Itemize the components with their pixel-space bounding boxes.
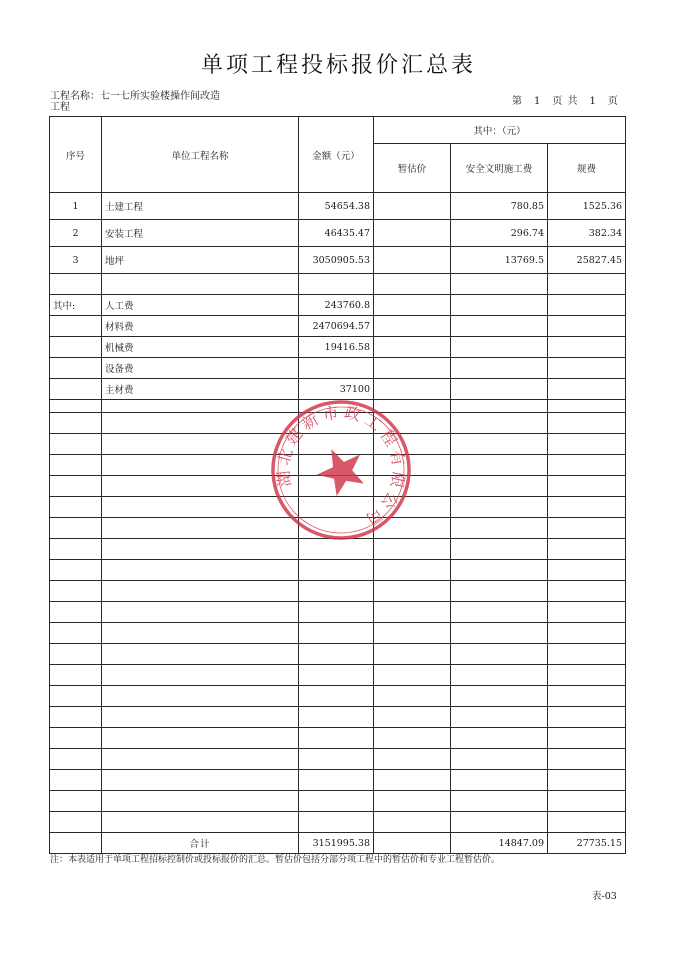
table-row-empty bbox=[50, 686, 626, 707]
cell-amount bbox=[299, 358, 374, 379]
table-row-empty bbox=[50, 644, 626, 665]
header-safety-fee: 安全文明施工费 bbox=[451, 144, 548, 193]
footer-note: 注：本表适用于单项工程招标控制价或投标报价的汇总。暂估价包括分部分项工程中的暂估价和专业工程暂估价。 bbox=[50, 855, 501, 865]
header-amount: 金额（元） bbox=[299, 117, 374, 193]
cell-seq: 1 bbox=[50, 193, 102, 220]
table-row-total bbox=[50, 833, 626, 854]
cell-name: 人工费 bbox=[102, 295, 299, 316]
cell-fees: 25827.45 bbox=[548, 247, 626, 274]
header-among: 其中：（元） bbox=[374, 117, 626, 144]
cell-breakdown-label: 其中: bbox=[50, 295, 102, 316]
cell-amount: 3050905.53 bbox=[299, 247, 374, 274]
cell-total-safety: 14847.09 bbox=[451, 833, 548, 854]
table-row-breakdown bbox=[50, 295, 626, 316]
table-row bbox=[50, 220, 626, 247]
cell-seq: 2 bbox=[50, 220, 102, 247]
table-row-breakdown bbox=[50, 337, 626, 358]
table-row bbox=[50, 247, 626, 274]
header-seq: 序号 bbox=[50, 117, 102, 193]
cell-name: 安装工程 bbox=[102, 220, 299, 247]
cell-amount: 2470694.57 bbox=[299, 316, 374, 337]
cell-provisional bbox=[374, 220, 451, 247]
cell-total-label: 合计 bbox=[102, 833, 299, 854]
table-row-breakdown bbox=[50, 379, 626, 400]
cell-amount: 243760.8 bbox=[299, 295, 374, 316]
table-row bbox=[50, 193, 626, 220]
cell-name: 设备费 bbox=[102, 358, 299, 379]
cell-safety: 780.85 bbox=[451, 193, 548, 220]
cell-name: 地坪 bbox=[102, 247, 299, 274]
cell-seq: 3 bbox=[50, 247, 102, 274]
cell-safety: 13769.5 bbox=[451, 247, 548, 274]
table-row-empty bbox=[50, 728, 626, 749]
cell-safety: 296.74 bbox=[451, 220, 548, 247]
page-number-info: 第 1 页 共 1 页 bbox=[512, 96, 619, 107]
table-row-empty bbox=[50, 812, 626, 833]
cell-amount: 46435.47 bbox=[299, 220, 374, 247]
table-row-empty bbox=[50, 707, 626, 728]
form-number: 表-03 bbox=[592, 891, 617, 902]
project-name-label: 工程名称：七一七所实验楼操作间改造 bbox=[50, 91, 220, 102]
cell-name: 材料费 bbox=[102, 316, 299, 337]
cell-total-amount: 3151995.38 bbox=[299, 833, 374, 854]
cell-amount: 54654.38 bbox=[299, 193, 374, 220]
cell-total-fees: 27735.15 bbox=[548, 833, 626, 854]
seal-text: 湖北建新市政工程有限公司 bbox=[273, 402, 409, 532]
cell-name: 机械费 bbox=[102, 337, 299, 358]
table-row-empty bbox=[50, 434, 626, 455]
table-row-breakdown bbox=[50, 358, 626, 379]
cell-provisional bbox=[374, 247, 451, 274]
cell-amount: 19416.58 bbox=[299, 337, 374, 358]
table-row-empty bbox=[50, 560, 626, 581]
cell-name: 主材费 bbox=[102, 379, 299, 400]
table-row-empty bbox=[50, 602, 626, 623]
cell-provisional bbox=[374, 193, 451, 220]
table-row-empty bbox=[50, 791, 626, 812]
table-row-empty bbox=[50, 518, 626, 539]
cell-fees: 1525.36 bbox=[548, 193, 626, 220]
cell-fees: 382.34 bbox=[548, 220, 626, 247]
table-row-empty bbox=[50, 581, 626, 602]
page-title: 单项工程投标报价汇总表 bbox=[200, 53, 476, 78]
table-row-breakdown bbox=[50, 316, 626, 337]
project-name-label-continued: 工程 bbox=[50, 102, 70, 113]
header-row-1 bbox=[50, 117, 626, 144]
table-row-empty bbox=[50, 749, 626, 770]
header-provisional: 暂估价 bbox=[374, 144, 451, 193]
summary-table bbox=[49, 116, 626, 854]
table-row-empty bbox=[50, 497, 626, 518]
table-row-empty bbox=[50, 455, 626, 476]
table-row-empty bbox=[50, 623, 626, 644]
cell-name: 土建工程 bbox=[102, 193, 299, 220]
table-row-empty bbox=[50, 665, 626, 686]
header-unit-name: 单位工程名称 bbox=[102, 117, 299, 193]
table-row-empty bbox=[50, 770, 626, 791]
table-row-empty bbox=[50, 413, 626, 434]
cell-total-provisional bbox=[374, 833, 451, 854]
cell-amount: 37100 bbox=[299, 379, 374, 400]
table-row-empty bbox=[50, 274, 626, 295]
header-regulatory-fee: 规费 bbox=[548, 144, 626, 193]
table-row-empty bbox=[50, 400, 626, 413]
table-row-empty bbox=[50, 476, 626, 497]
table-row-empty bbox=[50, 539, 626, 560]
